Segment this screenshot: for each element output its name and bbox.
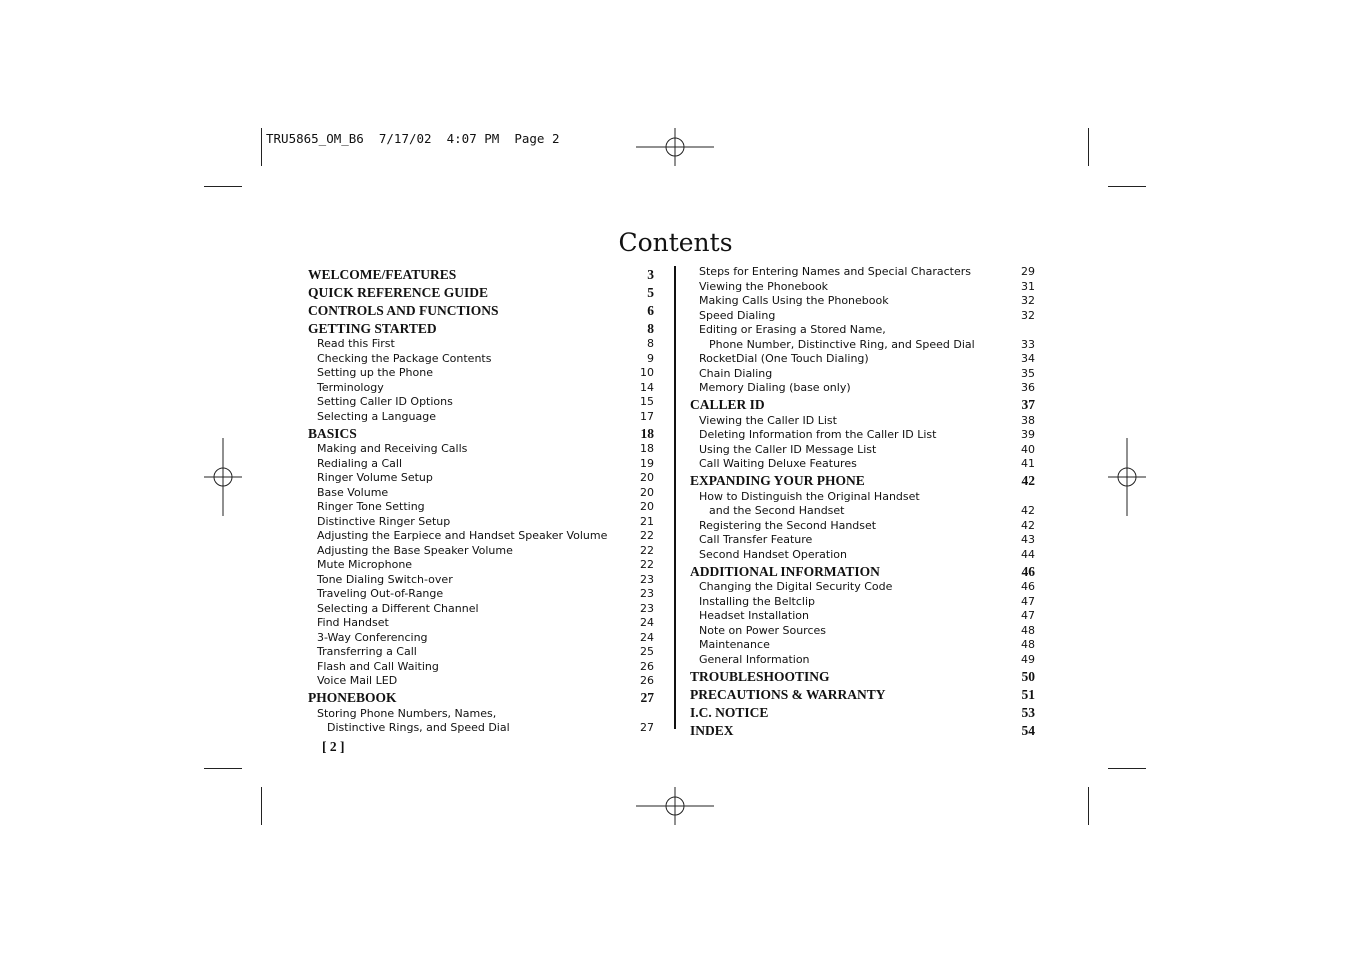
toc-section-heading [308,689,654,707]
toc-entry-title: PHONEBOOK [308,690,397,705]
toc-entry [308,410,654,425]
toc-entry-title: Transferring a Call [317,645,417,658]
toc-entry [690,548,1035,563]
toc-page-number: 6 [647,302,654,318]
toc-entry [690,323,1035,338]
toc-page-number: 35 [1021,366,1035,380]
toc-entry-title: Flash and Call Waiting [317,659,439,673]
toc-entry [308,500,654,515]
toc-entry-title: 3-Way Conferencing [317,630,428,644]
toc-page-number: 25 [640,645,654,658]
toc-entry [308,381,654,396]
toc-entry [308,352,654,367]
toc-entry-title: Traveling Out-of-Range [317,587,444,600]
toc-entry-title: and the Second Handset [709,504,845,517]
toc-entry-title: Find Handset [317,616,389,629]
toc-entry-title: Read this First [317,337,395,350]
toc-entry-title: WELCOME/FEATURES [308,266,457,282]
toc-entry [308,558,654,573]
registration-mark-right [1108,438,1146,516]
page-number: [ 2 ] [322,739,345,754]
toc-entry [308,616,654,631]
registration-mark-top [636,128,714,166]
toc-entry [690,519,1035,534]
toc-page-number: 51 [1021,686,1035,702]
toc-page-number: 21 [640,514,654,528]
toc-entry-title: Tone Dialing Switch-over [317,572,453,586]
toc-entry-title: Second Handset Operation [699,547,847,561]
toc-page-number: 32 [1021,308,1035,322]
toc-section-heading [690,396,1035,414]
toc-entry-title: Setting up the Phone [317,366,433,379]
toc-entry-title: Adjusting the Base Speaker Volume [317,543,513,557]
toc-entry [690,580,1035,595]
toc-entry [308,529,654,544]
toc-page-number: 32 [1021,294,1035,307]
toc-entry [690,624,1035,639]
toc-entry-title: Selecting a Language [317,409,436,423]
toc-entry-title: Ringer Tone Setting [317,500,425,513]
toc-page-number: 53 [1021,704,1035,720]
toc-entry-title: Adjusting the Earpiece and Handset Speaker Volume [317,529,608,542]
toc-page-number: 46 [1021,580,1035,593]
toc-entry-title: BASICS [308,425,357,441]
toc-page-number: 39 [1021,428,1035,441]
toc-entry [308,660,654,675]
crop-mark [261,128,262,166]
toc-entry-title: Call Waiting Deluxe Features [699,457,857,470]
toc-page-number: 20 [640,500,654,513]
toc-entry [690,294,1035,309]
toc-page-number: 29 [1021,265,1035,278]
toc-entry [690,457,1035,472]
toc-entry [690,609,1035,624]
toc-page-number: 26 [640,659,654,673]
toc-entry-title: Storing Phone Numbers, Names, [317,706,497,720]
crop-mark [1108,768,1146,769]
toc-page-number: 31 [1021,279,1035,293]
toc-page-number: 49 [1021,652,1035,666]
toc-entry-title: General Information [699,652,810,666]
toc-entry-title: CALLER ID [690,397,765,412]
toc-entry-title: QUICK REFERENCE GUIDE [308,284,489,300]
toc-entry-title: Redialing a Call [317,456,403,470]
toc-page-number: 24 [640,616,654,629]
print-slug: TRU5865_OM_B6 7/17/02 4:07 PM Page 2 [266,131,560,146]
toc-entry-title: ADDITIONAL INFORMATION [690,563,880,579]
toc-entry [690,504,1035,519]
toc-entry-title: Base Volume [317,485,389,499]
toc-entry [690,653,1035,668]
toc-section-heading [690,668,1035,686]
toc-entry-title: I.C. NOTICE [690,704,769,720]
toc-entry [308,674,654,689]
toc-page-number: 41 [1021,457,1035,470]
toc-page-number: 50 [1021,668,1035,684]
toc-page-number: 17 [640,409,654,423]
toc-page-number: 18 [640,442,654,455]
toc-entry [308,707,654,722]
toc-entry [690,309,1035,324]
toc-page-number: 47 [1021,594,1035,608]
toc-entry-title: Editing or Erasing a Stored Name, [699,323,886,336]
toc-section-heading [690,686,1035,704]
toc-page-number: 18 [640,425,654,441]
toc-entry [690,490,1035,505]
toc-entry [308,573,654,588]
toc-entry-title: Speed Dialing [699,308,776,322]
toc-section-heading [308,302,654,320]
toc-entry-title: Ringer Volume Setup [317,471,433,484]
page-title: Contents [618,228,733,257]
column-divider [674,266,676,729]
crop-mark [261,787,262,825]
toc-entry-title: Registering the Second Handset [699,518,877,532]
toc-entry-title: RocketDial (One Touch Dialing) [699,352,869,365]
registration-mark-bottom [636,787,714,825]
toc-section-heading [308,320,654,338]
toc-entry-title: Call Transfer Feature [699,533,813,546]
registration-mark-left [204,438,242,516]
toc-entry [308,544,654,559]
toc-section-heading [690,472,1035,490]
toc-entry [308,587,654,602]
toc-entry-title: INDEX [690,722,734,738]
toc-page-number: 44 [1021,547,1035,561]
toc-entry-title: GETTING STARTED [308,320,437,336]
toc-entry [308,442,654,457]
toc-page-number: 10 [640,366,654,379]
toc-section-heading [690,704,1035,722]
toc-page-number: 5 [647,284,654,300]
toc-entry-title: Distinctive Ringer Setup [317,514,451,528]
toc-entry [690,638,1035,653]
toc-entry-title: Steps for Entering Names and Special Characters [699,265,971,278]
toc-entry-title: Deleting Information from the Caller ID List [699,428,937,441]
toc-entry-title: Terminology [317,380,384,394]
toc-entry-title: Headset Installation [699,609,809,622]
toc-entry-title: Distinctive Rings, and Speed Dial [327,721,510,734]
toc-entry [308,366,654,381]
toc-page-number: 40 [1021,442,1035,456]
toc-entry [308,337,654,352]
toc-page-number: 36 [1021,381,1035,394]
toc-entry-title: EXPANDING YOUR PHONE [690,473,865,488]
toc-entry-title: Phone Number, Distinctive Ring, and Speed Dial [709,337,975,351]
toc-entry [690,595,1035,610]
toc-entry-title: How to Distinguish the Original Handset [699,489,920,503]
crop-mark [1108,186,1146,187]
toc-entry-title: Checking the Package Contents [317,351,492,365]
toc-section-heading [690,563,1035,581]
toc-page-number: 23 [640,572,654,586]
toc-entry [690,280,1035,295]
toc-entry [308,515,654,530]
toc-page-number: 20 [640,485,654,499]
toc-entry-title: Changing the Digital Security Code [699,580,893,593]
toc-page-number: 43 [1021,533,1035,546]
toc-entry [308,457,654,472]
toc-page-number: 46 [1021,563,1035,579]
toc-section-heading [308,425,654,443]
toc-page-number: 20 [640,471,654,484]
toc-entry [308,631,654,646]
toc-entry-title: PRECAUTIONS & WARRANTY [690,686,886,702]
toc-section-heading [308,284,654,302]
toc-entry-title: CONTROLS AND FUNCTIONS [308,302,499,318]
toc-section-heading [690,722,1035,740]
toc-page-number: 22 [640,558,654,571]
toc-page-number: 24 [640,630,654,644]
toc-page-number: 34 [1021,352,1035,365]
toc-page-number: 42 [1021,473,1035,488]
toc-page-number: 23 [640,587,654,600]
toc-entry-title: Using the Caller ID Message List [699,442,877,456]
toc-page-number: 54 [1021,722,1035,738]
toc-entry [308,471,654,486]
crop-mark [1088,128,1089,166]
toc-entry [308,395,654,410]
toc-entry [690,443,1035,458]
toc-right-column [690,265,1035,739]
toc-page-number: 14 [640,380,654,394]
toc-entry-title: Viewing the Caller ID List [699,413,837,427]
toc-page-number: 8 [647,320,654,336]
toc-entry [690,533,1035,548]
toc-entry [690,352,1035,367]
toc-page-number: 37 [1021,397,1035,412]
toc-entry-title: Viewing the Phonebook [699,279,829,293]
toc-entry [308,602,654,617]
toc-entry-title: Voice Mail LED [317,674,398,687]
toc-page-number: 19 [640,456,654,470]
toc-entry-title: Making and Receiving Calls [317,442,468,455]
crop-mark [1088,787,1089,825]
toc-page-number: 8 [647,337,654,350]
toc-page-number: 26 [640,674,654,687]
toc-entry [308,645,654,660]
toc-entry [690,381,1035,396]
toc-entry [308,486,654,501]
toc-page-number: 42 [1021,504,1035,517]
toc-entry-title: Installing the Beltclip [699,594,815,608]
toc-page-number: 42 [1021,518,1035,532]
toc-entry-title: Setting Caller ID Options [317,395,453,408]
toc-page-number: 9 [647,351,654,365]
toc-entry [690,428,1035,443]
toc-page-number: 15 [640,395,654,408]
toc-entry-title: TROUBLESHOOTING [690,668,830,684]
crop-mark [204,186,242,187]
toc-page-number: 3 [647,266,654,282]
toc-entry-title: Note on Power Sources [699,623,826,637]
toc-entry-title: Selecting a Different Channel [317,601,479,615]
toc-page-number: 22 [640,543,654,557]
toc-entry-title: Making Calls Using the Phonebook [699,294,889,307]
toc-entry-title: Memory Dialing (base only) [699,381,851,394]
toc-entry-title: Mute Microphone [317,558,413,571]
toc-page-number: 48 [1021,638,1035,651]
toc-entry [308,721,654,736]
toc-left-column [308,265,654,736]
toc-page-number: 33 [1021,337,1035,351]
toc-page-number: 47 [1021,609,1035,622]
toc-section-heading [308,266,654,284]
toc-entry [690,265,1035,280]
toc-page-number: 22 [640,529,654,542]
crop-mark [204,768,242,769]
toc-page-number: 48 [1021,623,1035,637]
toc-page-number: 38 [1021,413,1035,427]
toc-entry-title: Maintenance [699,638,770,651]
toc-page-number: 27 [640,690,654,705]
toc-entry [690,338,1035,353]
toc-entry [690,367,1035,382]
toc-page-number: 23 [640,601,654,615]
toc-entry [690,414,1035,429]
toc-page-number: 27 [640,721,654,734]
toc-entry-title: Chain Dialing [699,366,773,380]
